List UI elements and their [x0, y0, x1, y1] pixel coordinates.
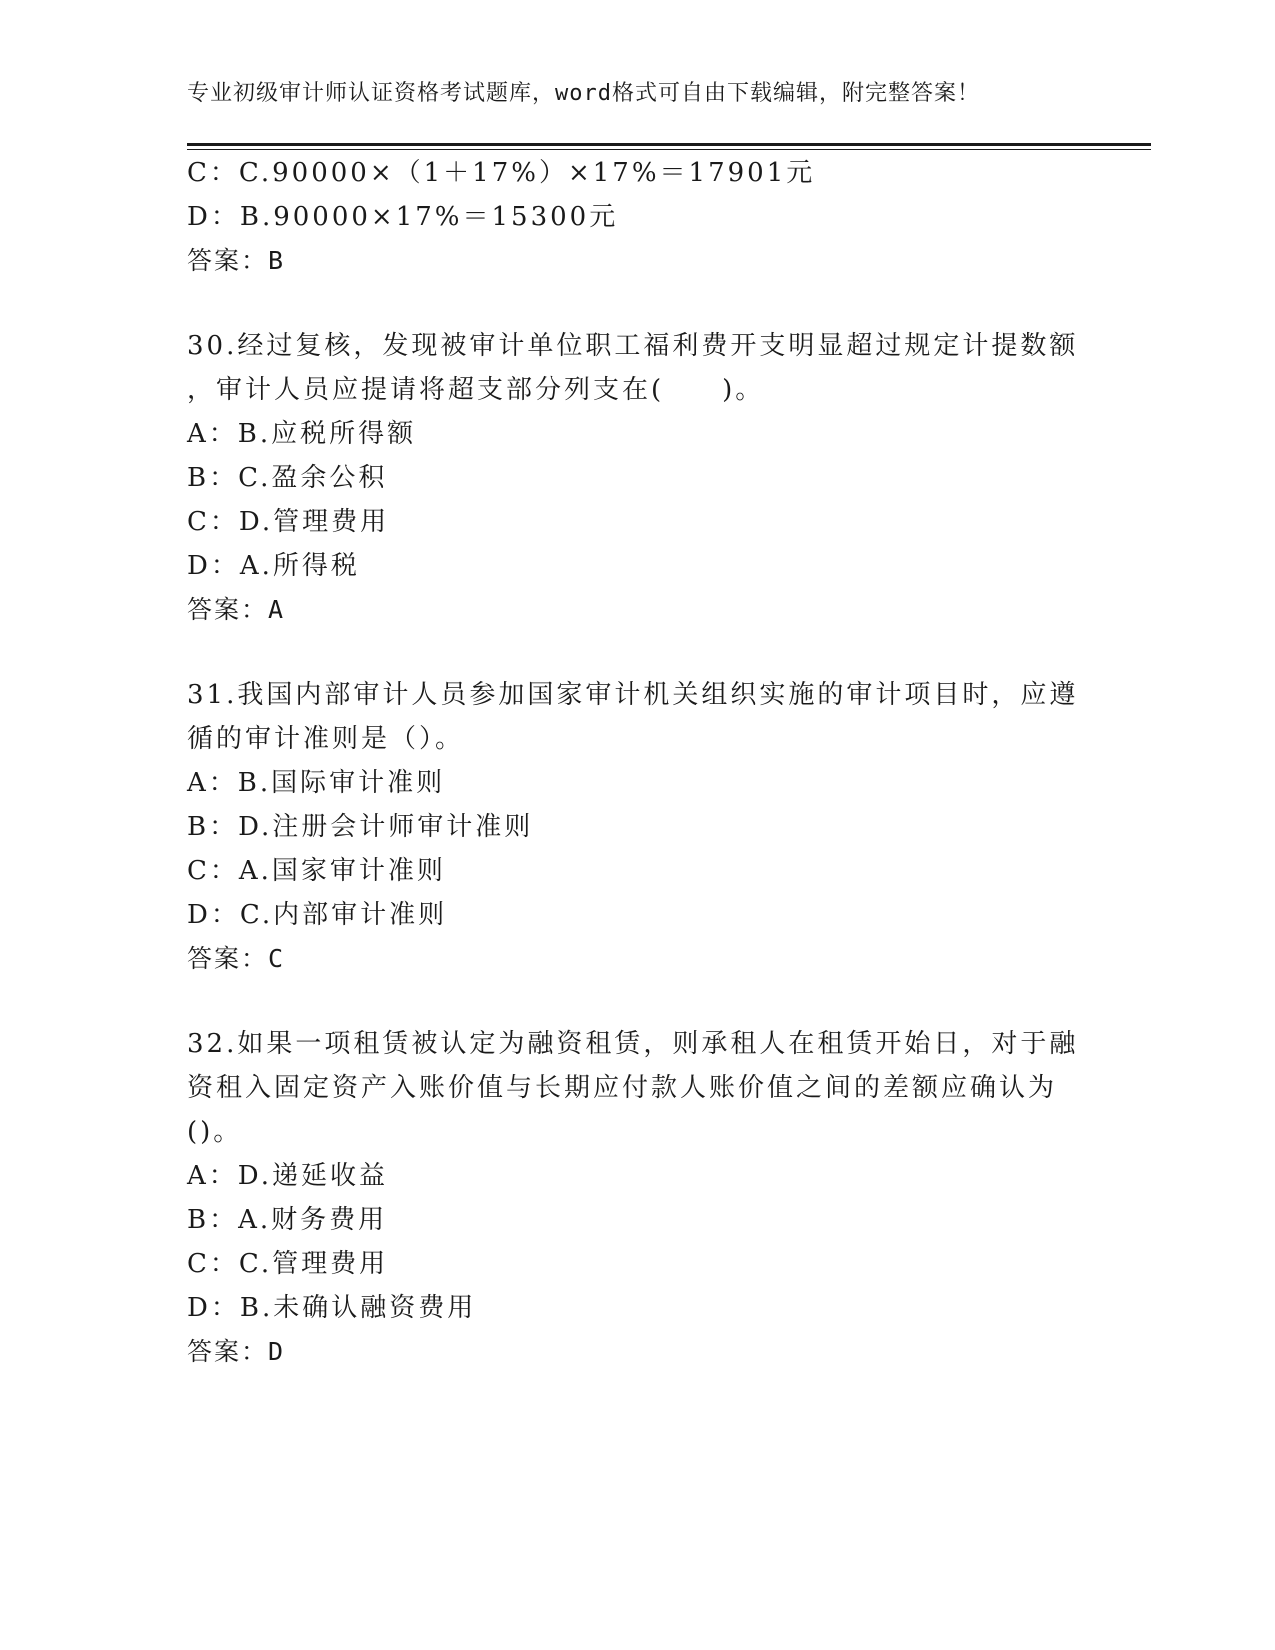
question-32-stem-line-2: 资租入固定资产入账价值与长期应付款人账价值之间的差额应确认为	[187, 1073, 1058, 1103]
question-31-option-b: B：D.注册会计师审计准则	[187, 812, 534, 842]
question-32-option-d: D：B.未确认融资费用	[187, 1293, 477, 1323]
question-30-option-d: D：A.所得税	[187, 551, 360, 581]
question-32-stem-line-3: ()。	[187, 1117, 243, 1147]
question-30-option-a: A：B.应税所得额	[187, 419, 417, 449]
question-31-option-d: D：C.内部审计准则	[187, 900, 448, 930]
question-30-stem-line-2: ，审计人员应提请将超支部分列支在( )。	[187, 375, 765, 405]
question-30-option-b: B：C.盈余公积	[187, 463, 388, 493]
question-32-option-a: A：D.递延收益	[187, 1161, 388, 1191]
page-header: 专业初级审计师认证资格考试题库，word格式可自由下载编辑，附完整答案！	[187, 81, 980, 106]
question-31-stem-line-2: 循的审计准则是（）。	[187, 724, 465, 754]
option-d: D：B.90000×17%＝15300元	[187, 202, 619, 232]
question-31-option-c: C：A.国家审计准则	[187, 856, 446, 886]
header-rule-thick	[187, 143, 1151, 146]
question-32-option-c: C：C.管理费用	[187, 1249, 389, 1279]
question-31-stem-line-1: 31.我国内部审计人员参加国家审计机关组织实施的审计项目时，应遵	[187, 680, 1079, 710]
question-30-answer: 答案：A	[187, 595, 286, 624]
header-rule-thin	[187, 149, 1151, 150]
option-c: C：C.90000×（1＋17%）×17%＝17901元	[187, 158, 816, 188]
question-32-answer: 答案：D	[187, 1337, 286, 1366]
answer-line: 答案：B	[187, 246, 286, 275]
question-31-answer: 答案：C	[187, 944, 286, 973]
question-30-stem-line-1: 30.经过复核，发现被审计单位职工福利费开支明显超过规定计提数额	[187, 331, 1079, 361]
question-32-option-b: B：A.财务费用	[187, 1205, 388, 1235]
question-31-option-a: A：B.国际审计准则	[187, 768, 446, 798]
question-32-stem-line-1: 32.如果一项租赁被认定为融资租赁，则承租人在租赁开始日，对于融	[187, 1029, 1079, 1059]
question-30-option-c: C：D.管理费用	[187, 507, 390, 537]
